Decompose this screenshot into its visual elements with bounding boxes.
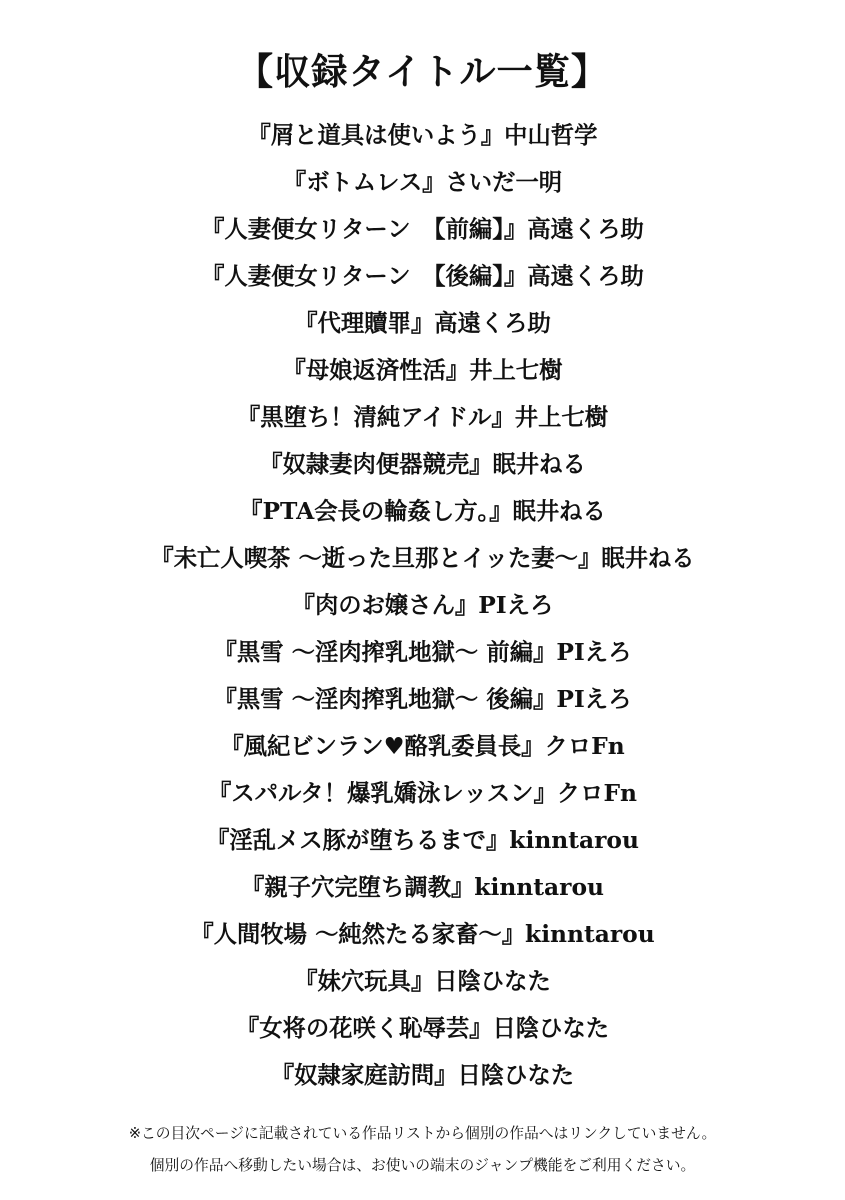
- title-entry: 『妹穴玩具』日陰ひなた: [294, 967, 551, 995]
- footnote-line: ※この目次ページに記載されている作品リストから個別の作品へはリンクしていません。: [128, 1125, 717, 1142]
- title-entry: 『人妻便女リターン 【前編】』高遠くろ助: [201, 215, 644, 243]
- title-entry: 『女将の花咲く恥辱芸』日陰ひなた: [235, 1014, 610, 1042]
- title-entry: 『淫乱メス豚が堕ちるまで』kinntarou: [206, 826, 639, 854]
- title-entry: 『肉のお嬢さん』PIえろ: [291, 591, 554, 619]
- title-entry: 『スパルタ！爆乳嬌泳レッスン』クロFn: [208, 779, 637, 807]
- title-entry: 『親子穴完堕ち調教』kinntarou: [241, 873, 604, 901]
- title-entry: 『黒雪 ～淫肉搾乳地獄～ 前編』PIえろ: [213, 638, 632, 666]
- title-entry: 『風紀ビンラン♥酪乳委員長』クロFn: [220, 732, 625, 760]
- title-list: [0, 112, 845, 1099]
- title-entry: 『人妻便女リターン 【後編】』高遠くろ助: [201, 262, 644, 290]
- footnote: [0, 1118, 845, 1182]
- title-entry: 『黒雪 ～淫肉搾乳地獄～ 後編』PIえろ: [213, 685, 632, 713]
- title-entry: 『屑と道具は使いよう』中山哲学: [247, 121, 598, 149]
- title-entry: 『母娘返済性活』井上七樹: [282, 356, 563, 384]
- title-entry: 『PTA会長の輪姦し方。』眠井ねる: [239, 497, 606, 525]
- title-entry: 『ボトムレス』さいだ一明: [282, 168, 563, 196]
- page-heading: 【収録タイトル一覧】: [236, 50, 609, 93]
- title-entry: 『未亡人喫茶 ～逝った旦那とイッた妻～』眠井ねる: [150, 544, 695, 572]
- title-entry: 『奴隷妻肉便器競売』眠井ねる: [259, 450, 586, 478]
- title-entry: 『代理贖罪』高遠くろ助: [294, 309, 551, 337]
- footnote-line: 個別の作品へ移動したい場合は、お使いの端末のジャンプ機能をご利用ください。: [149, 1157, 696, 1174]
- title-entry: 『奴隷家庭訪問』日陰ひなた: [270, 1061, 575, 1089]
- title-entry: 『人間牧場 ～純然たる家畜～』kinntarou: [190, 920, 655, 948]
- title-entry: 『黒堕ち！清純アイドル』井上七樹: [236, 403, 609, 431]
